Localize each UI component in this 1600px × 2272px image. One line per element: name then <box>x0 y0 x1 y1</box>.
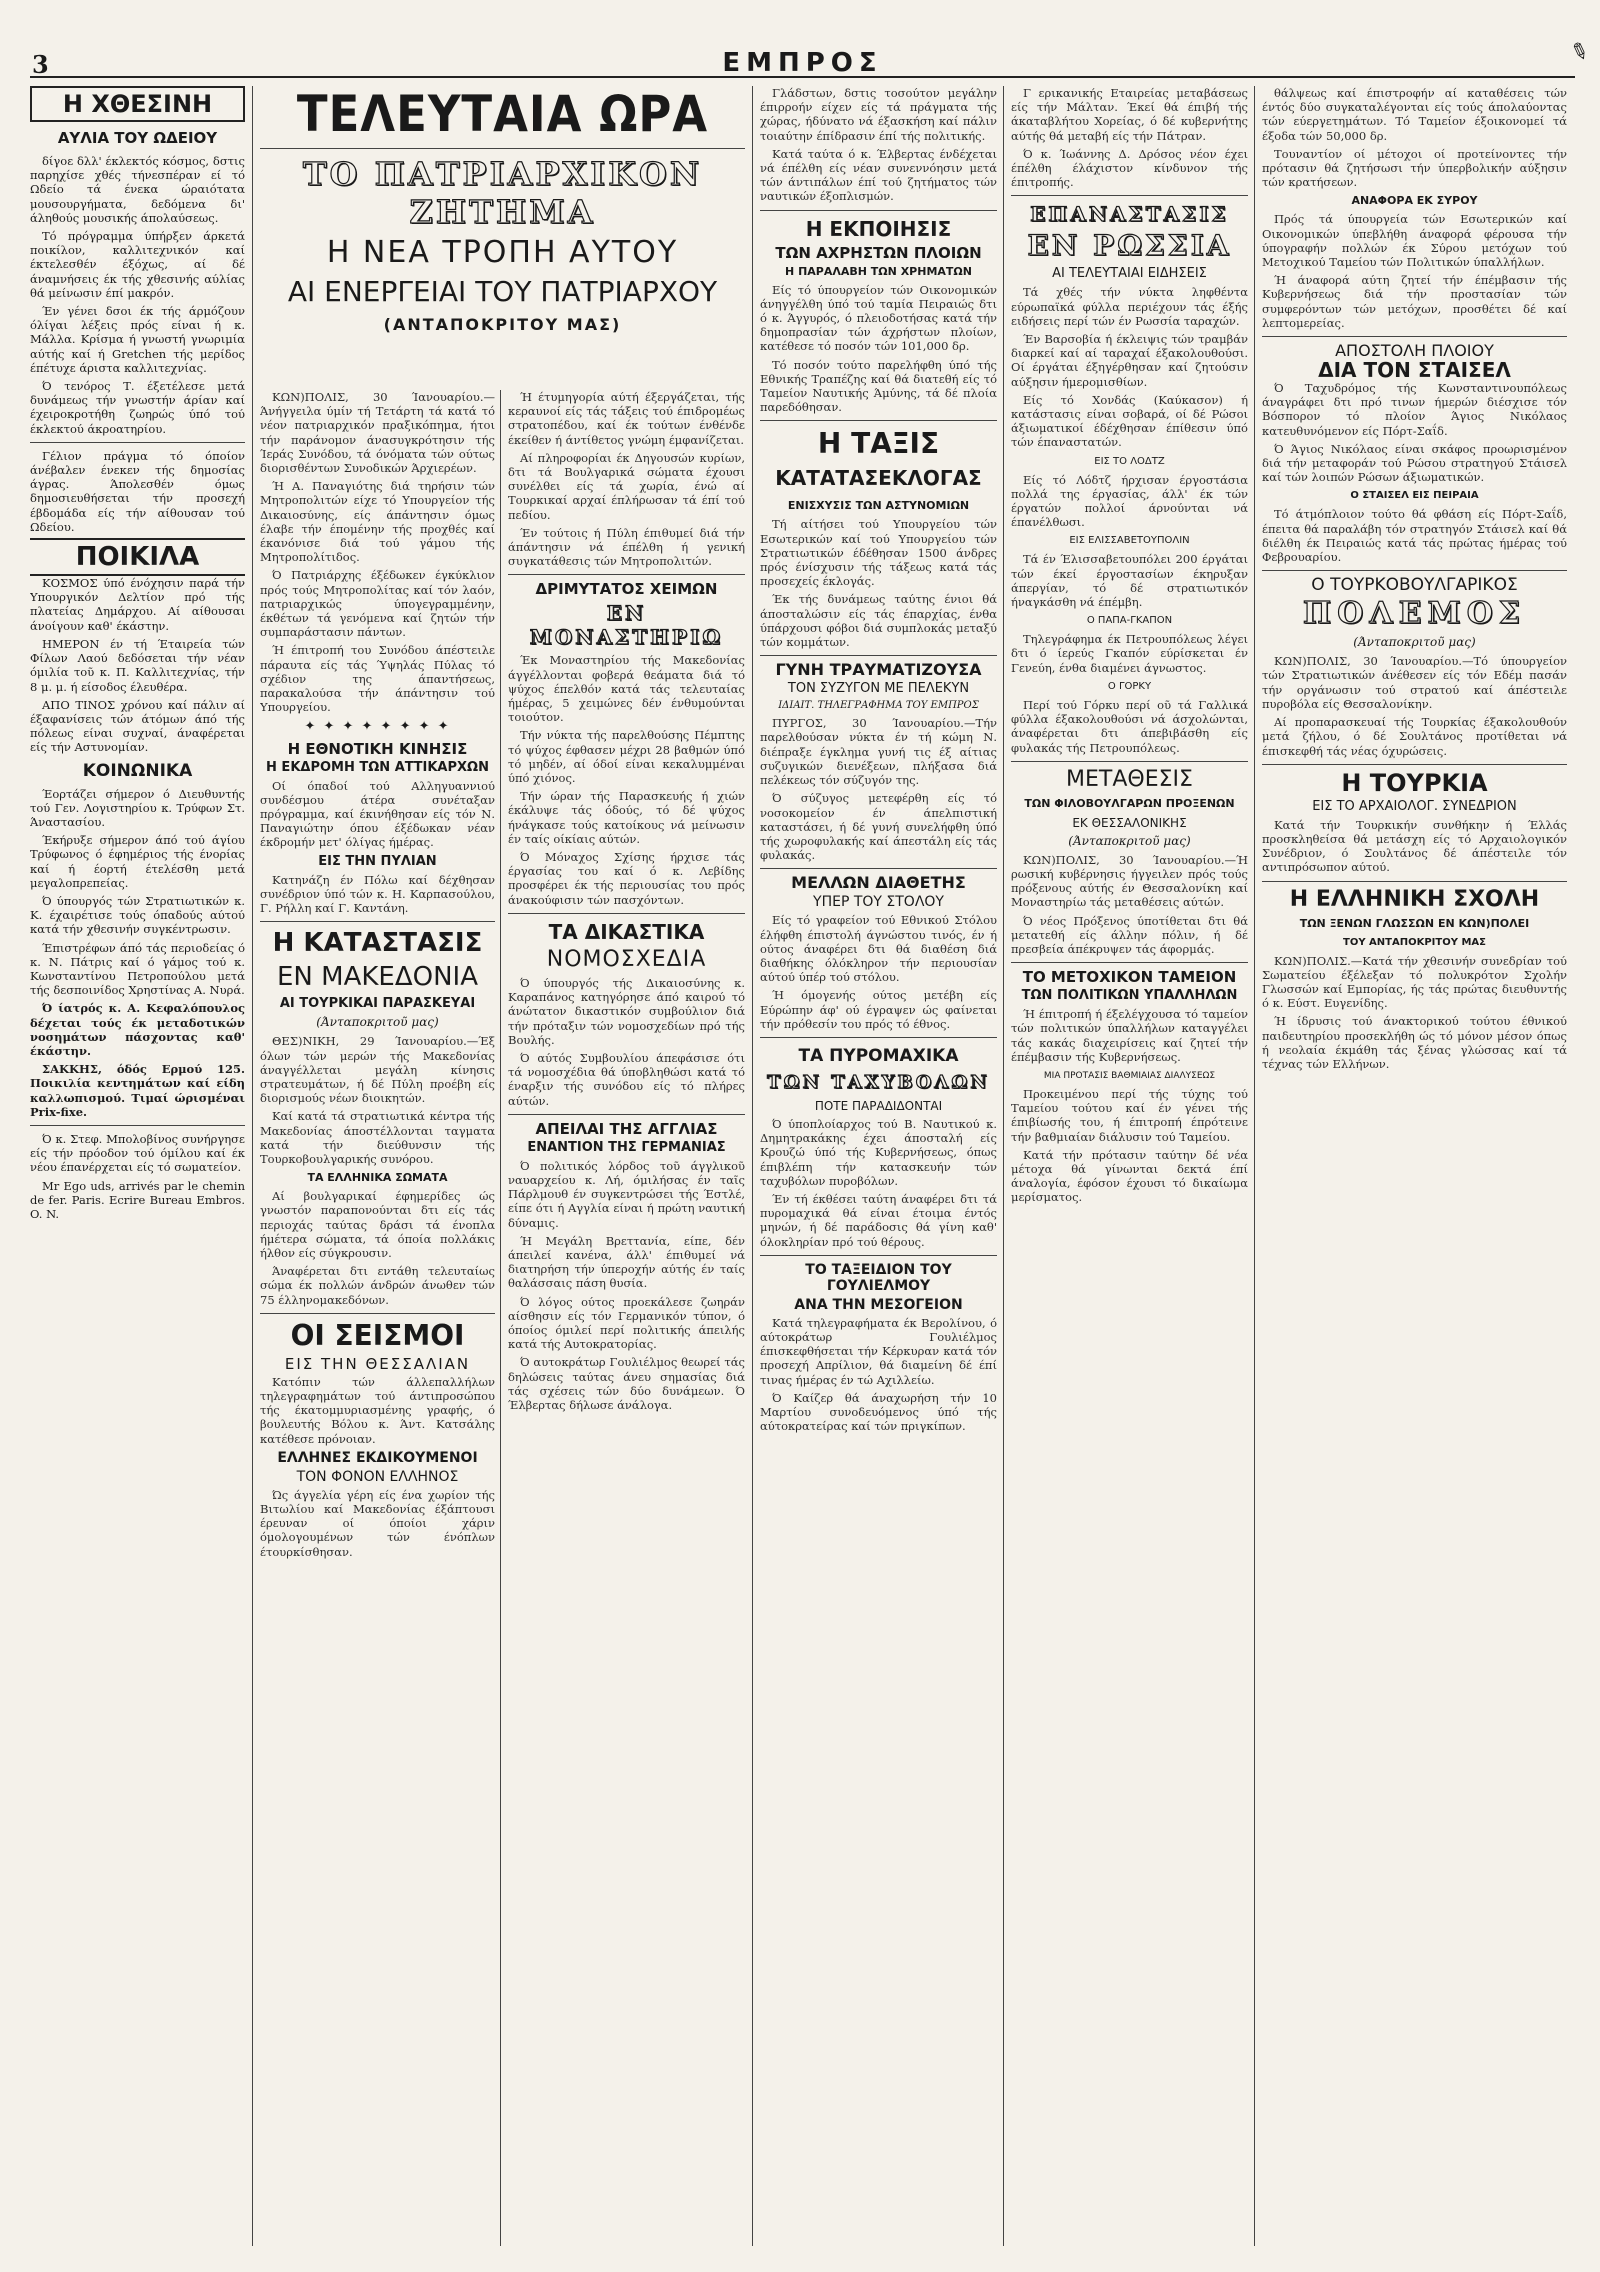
headline-gorky: Ο ΓΟΡΚΥ <box>1107 680 1152 692</box>
paragraph: δίγοε δλλ' έκλεκτός κόσμος, δστις παρηχίσε χθές τήνεσπέραν εί τό Ωδείο τά ένεκα ώραιότατα μουσουργήματα, δεδόμενα δι' άληθούς μουσικής άπολαύσεως. <box>30 154 245 225</box>
paragraph: θάλψεως καί έπιστροφήν αί καταθέσεις τών έντός δύο συγκαταλέγονται είς τούς άπολαύοντας τών εύεργετημάτων. Τό Ταμείον έξοικονομεί τά έξοδα τών 50,000 δρ. <box>1262 86 1567 143</box>
divider <box>1262 336 1567 337</box>
page-corner-mark: ✎ <box>1565 37 1592 68</box>
paragraph: Ό αύτός Συμβουλίου άπεφάσισε ότι τά νομοσχέδια θά ύποβληθώσι κατά τό έναρξιν τής συνόδου είς τό πλήρες αύτών. <box>508 1050 745 1108</box>
paragraph: Ώς άγγελία γέρη είς ένα χωρίον τής Βιτωλίου καί Μακεδονίας έξάπτουσι έρευναν οί όποίοι χάριν όμολογουμένων τών ένόπλων έτουρκίσθησαν. <box>260 1487 495 1559</box>
paragraph: Τηλεγράφημα έκ Πετρουπόλεως λέγει δτι ό ίερεύς Γκαπόν εύρίσκεται έν Γενεύη, ένθα διαμένει άγνωστος. <box>1011 632 1248 675</box>
paragraph: Ό ίατρός κ. Α. Κεφαλόπουλος δέχεται τούς έκ μεταδοτικών νοσημάτων πάσχοντας καθ' έκάστην. <box>30 1001 245 1058</box>
headline-ekloges: ΚΑΤΑΤΑΣΕΚΛΟΓΑΣ <box>775 466 982 491</box>
byline: (Άνταποκριτοῦ μας) <box>1353 635 1476 650</box>
paragraph: Τήν ώραν τής Παρασκευής ή χιών έκάλυψε τάς όδούς, τό δέ ψύχος ήνάγκασε τούς κατοίκους νά μείνωσιν έν ταίς οίκίαις αύτών. <box>508 789 745 846</box>
paragraph: Γ ερικανικής Εταιρείας μεταβάσεως είς τήν Μάλταν. Έκεί θά έπιβή τής άκαταβλήτου Χορείας, ό δέ κυβερνήτης αύτής θά μεταβή είς τήν Πάτραν. <box>1011 86 1248 143</box>
paragraph: Ή Α. Παναγιότης διά τηρήσιν τών Μητροπολιτών είχε τό Υπουργείον τής Δικαιοσύνης, είς άπάντησιν όμως έλαβε τήν έπομένην τής προχθές καί έκανόνισε διά τού γάμου τής Μητροπολίτιδος. <box>260 479 495 565</box>
paragraph: Τό ποσόν τούτο παρελήφθη ύπό τής Εθνικής Τραπέζης καί θά διατεθή είς τό Ταμείον Ναυτικής Άμύνης, τά δέ πλοία παρεδόθησαν. <box>760 357 997 415</box>
headline-patriarchikon: ΤΟ ΠΑΤΡΙΑΡΧΙΚΟΝ ΖΗΤΗΜΑ <box>302 155 703 231</box>
paragraph: Ή έπιτροπή του Συνόδου άπέστειλε πάραυτα είς τάς Ύψηλάς Πύλας τό σχέδιον της άπαντήσεως, παρακαλούσα τήν άπάντησιν τού Υπουργείου. <box>260 643 495 715</box>
headline-lodz: ΕΙΣ ΤΟ ΛΟΔΤΖ <box>1094 455 1165 467</box>
paragraph: Ό Μόναχος Σχίσης ήρχισε τάς έργασίας του καί ό κ. Λεβίδης προσφέρει έκ τής περιουσίας του πρός άνακούφισιν τών πασχόντων. <box>508 850 745 907</box>
headline-peiraia: Ο ΣΤΑΙΣΕΛ ΕΙΣ ΠΕΙΡΑΙΑ <box>1350 490 1479 502</box>
headline-apostoli: ΑΠΟΣΤΟΛΗ ΠΛΟΙΟΥ <box>1335 341 1494 361</box>
headline-apeilai: ΑΠΕΙΛΑΙ ΤΗΣ ΑΓΓΛΙΑΣ <box>535 1119 718 1138</box>
paragraph: Είς τό ύπουργείον τών Οικονομικών άνηγγέλθη ύπό τού ταμία Πειραιώς δτι ό κ. Άγγυρός, ό πλειοδοτήσας κατά τήν δημοπρασίαν τών άχρήστων πλοίων, κατέθεσε τό ποσόν τών 101,000 δρ. <box>760 282 997 354</box>
headline-pylian: ΕΙΣ ΤΗΝ ΠΥΛΙΑΝ <box>318 853 437 869</box>
divider <box>760 1037 997 1038</box>
headline-glosson: ΤΩΝ ΞΕΝΩΝ ΓΛΩΣΣΩΝ ΕΝ ΚΩΝ)ΠΟΛΕΙ <box>1299 916 1530 930</box>
headline-ellines-ekdikoumenoi: ΕΛΛΗΝΕΣ ΕΚΔΙΚΟΥΜΕΝΟΙ <box>277 1449 478 1466</box>
headline-ellinika-somata: ΤΑ ΕΛΛΗΝΙΚΑ ΣΩΜΑΤΑ <box>307 1171 448 1185</box>
page-number: 3 <box>32 50 49 79</box>
headline-elliniki-scholi: Η ΕΛΛΗΝΙΚΗ ΣΧΟΛΗ <box>1289 886 1540 912</box>
paragraph: ΠΥΡΓΟΣ, 30 Ίανουαρίου.—Τήν παρελθούσαν νύκτα έν τή κώμη Ν. διέπραξε έγκλημα γυνή τις έξ αίτιας συζυγικών διενέξεων, πλήξασα διά πελέκεως τόν σύζυγόν της. <box>760 716 997 788</box>
paragraph: ΚΩΝ)ΠΟΛΙΣ, 30 Ίανουαρίου.—Τό ύπουργείον τών Στρατιωτικών άνέθεσεν είς τόν Εδέμ πασάν τήν οργάνωσιν τού στρατού καί άπέστειλε πυροβόλα είς Θεσσαλονίκην. <box>1262 654 1567 711</box>
headline-dikastika: ΤΑ ΔΙΚΑΣΤΙΚΑ <box>548 919 705 944</box>
paragraph: Ή έτυμηγορία αύτή έξεργάζεται, τής κεραυνοί είς τάς τάξεις τού έπιδρομέως στρατοπέδου, καί έκ τούτων ένθένδε έκείθεν ή άντίθετος γνώμη έμφανίζεται. <box>508 390 745 447</box>
paragraph: Κατά τηλεγραφήματα έκ Βερολίνου, ό αύτοκράτωρ Γουλιέλμος έπισκεφθήσεται τήν Κέρκυραν κατά τόν προσεχή Απρίλιον, θά διαμείνη δέ έπί τινας ήμέρας έν τώ Αχιλλείω. <box>760 1315 997 1387</box>
divider <box>1011 195 1248 196</box>
paragraph: Ή ίδρυσις τού άνακτορικού τούτου έθνικού παιδευτηρίου προσεκλήθη ώς τό μόνον μέσον όπως ή νεολαία έκμάθη τάς ξένας γλώσσας καί τά τέχνας τών Ελλήνων. <box>1262 1014 1567 1071</box>
headline-stolou: ΥΠΕΡ ΤΟΥ ΣΤΟΛΟΥ <box>813 894 944 911</box>
paragraph: Mr Ego uds, arrivés par le chemin de fer. Paris. Ecrire Bureau Embros. O. N. <box>30 1178 245 1221</box>
headline-chthesini: Η ΧΘΕΣΙΝΗ <box>30 86 245 122</box>
paragraph: Οί όπαδοί τού Αλληγυαννιού συνδέσμου άτέρα συνέταξαν πρόγραμμα, καί έκινήθησαν είς τόν Ν. Παναγιώτην όπου έξέδωκαν νέαν έκδρομήν μετ' όλίγας ήμέρας. <box>260 778 495 850</box>
divider <box>508 1114 745 1115</box>
headline-teleutaia-ora: ΤΕΛΕΥΤΑΙΑ ΩΡΑ <box>296 86 709 143</box>
paragraph: Ό τενόρος Τ. έξετέλεσε μετά δυνάμεως τήν γνωστήν άρίαν καί έχειροκροτήθη ζωηρώς ύπό τού έκλεκτού άκροατηρίου. <box>30 379 245 436</box>
column-rule <box>500 390 501 2246</box>
paragraph: Ή όμογενής ούτος μετέβη είς Εύρώπην άφ' ού έγραψεν ώς φαίνεται τήν πρόθεσίν του πρός τό έθνος. <box>760 988 997 1031</box>
headline-elissavetoupolin: ΕΙΣ ΕΛΙΣΣΑΒΕΤΟΥΠΟΛΙΝ <box>1069 535 1190 547</box>
headline-metochikon: ΤΟ ΜΕΤΟΧΙΚΟΝ ΤΑΜΕΙΟΝ <box>1022 968 1237 987</box>
newspaper-title: ΕΜΠΡΟΣ <box>722 48 883 78</box>
paragraph: Έν τούτοις ή Πύλη έπιθυμεί διά τήν άπάντησιν νά έπέλθη ή γενική συγκατάθεσις τών Μητροπολιτών. <box>508 525 745 569</box>
column-rule <box>752 86 753 2246</box>
headline-ekdromi: Η ΕΚΔΡΟΜΗ ΤΩΝ ΑΤΤΙΚΑΡΧΩΝ <box>266 759 489 775</box>
paragraph: Ό ύποπλοίαρχος τού Β. Ναυτικού κ. Δημητρακάκης έχει άποσταλή είς Κρουζώ ύπό τής Κυβερνήσεως, όπως έπιβλέπη τήν κατασκευήν τών ταχυβόλων πυροβόλων. <box>760 1116 997 1188</box>
divider <box>30 442 245 443</box>
headline-proxenon: ΤΩΝ ΦΙΛΟΒΟΥΛΓΑΡΩΝ ΠΡΟΞΕΝΩΝ <box>1024 796 1235 810</box>
headline-rossia: ΕΝ ΡΩΣΣΙΑ <box>1027 229 1232 263</box>
headline-drimytatos: ΔΡΙΜΥΤΑΤΟΣ ΧΕΙΜΩΝ <box>535 580 718 599</box>
divider <box>760 210 997 211</box>
paragraph: Τή αίτήσει τού Υπουργείου τών Εσωτερικών καί τού Υπουργείου τών Στρατιωτικών έδέθησαν 1500 άνδρες πρός ένίσχυσιν τής τάξεως κατά τάς προσεχείς έκλογάς. <box>760 517 997 589</box>
headline-thessalian: ΕΙΣ ΤΗΝ ΘΕΣΣΑΛΙΑΝ <box>284 1354 471 1373</box>
byline: ΙΔΙΑΙΤ. ΤΗΛΕΓΡΑΦΗΜΑ ΤΟΥ ΕΜΠΡΟΣ <box>778 700 979 712</box>
headline-ekpoiisis: Η ΕΚΠΟΙΗΣΙΣ <box>805 216 952 241</box>
headline-aulia: ΑΥΛΙΑ ΤΟΥ ΩΔΕΙΟΥ <box>57 129 218 147</box>
paragraph: Είς τό γραφείον τού Εθνικού Στόλου έλήφθη έπιστολή άγνώστου τινός, έν ή ούτος άναφέρει δτι θά διαθέση διά διαθήκης όλόκληρον τήν περιουσίαν αύτού ύπέρ τού στόλου. <box>760 913 997 985</box>
headline-anafora: ΑΝΑΦΟΡΑ ΕΚ ΣΥΡΟΥ <box>1351 194 1478 208</box>
column-5 <box>1011 86 1248 2246</box>
headline-tourkovoulgarikos: Ο ΤΟΥΡΚΟΒΟΥΛΓΑΡΙΚΟΣ <box>1311 575 1518 596</box>
headline-seismoi: ΟΙ ΣΕΙΣΜΟΙ <box>290 1318 465 1352</box>
masthead <box>30 48 1575 78</box>
paragraph: ΚΩΝ)ΠΟΛΙΣ, 30 Ίανουαρίου.—Ή ρωσική κυβέρνησις ήγγειλεν πρός τούς πρόξενους αύτής έν Θεσσαλονίκη καί Μοναστηρίω τάς μεταθέσεις αύτών. <box>1011 852 1248 910</box>
column-4 <box>760 86 997 2246</box>
divider <box>260 921 495 922</box>
paragraph: Κατά τήν Τουρκικήν συνθήκην ή Έλλάς προσκληθείσα θά μετάσχη είς τό Αρχαιολογικόν Συνέδριον, ό Σουλτάνος δέ άπέστειλε τόν αντιπρόσωπον αύτού. <box>1262 817 1567 875</box>
column-3 <box>508 390 745 2246</box>
paragraph: Ό κ. Ίωάννης Δ. Δρόσος νέον έχει έπέλθη έλάχιστον κίνδυνον τής έπιτροπής. <box>1011 146 1248 190</box>
paragraph: Ή έπιτροπή ή έξελέγχουσα τό ταμείον τών πολιτικών ύπαλλήλων καταγγέλει τάς κακάς διαχειρίσεις καί ζητεί τήν έπέμβασιν τής Κυβερνήσεως. <box>1011 1007 1248 1064</box>
advertisement: ΣΑΚΚΗΣ, όδός Ερμού 125. Ποικιλία κεντημάτων καί είδη καλλωπισμού. Τιμαί ώρισμέναι Prix-fixe. <box>30 1062 245 1119</box>
ornament-divider: ✦ ✦ ✦ ✦ ✦ ✦ ✦ ✦ <box>304 719 451 735</box>
paragraph: Κατά ταύτα ό κ. Έλβερτας ένδέχεται νά έπέλθη είς νέαν συνεννόησιν μετά τών άντιπάλων έπί τού ζητήματος τών ναυτικών έξοπλισμών. <box>760 146 997 204</box>
paragraph: Περί τού Γόρκυ περί οῦ τά Γαλλικά φύλλα έξακολουθούσι νά άσχολώνται, άναφέρεται δτι άπεβιβάσθη είς φυλακάς τής Πετρουπόλεως. <box>1011 697 1248 755</box>
paragraph: Ό λόγος ούτος προεκάλεσε ζωηράν αίσθησιν είς τόν Γερμανικόν τύπον, ό όποίος όμιλεί περί πολιτικής άπειλής κατά τής Αυτοκρατορίας. <box>508 1294 745 1352</box>
paragraph: Άναφέρεται δτι εντάθη τελευταίως σώμα έκ πολλών άνδρών άνωθεν τών 75 έλληνομακεδόνων. <box>260 1264 495 1307</box>
paragraph: Ό Άγιος Νικόλαος είναι σκάφος προωρισμένον διά τήν μεταφοράν τού Ρώσου στρατηγού Στάισελ καί τών λοιπών Ρώσων άξιωματικών. <box>1262 441 1567 485</box>
paragraph: Ό αυτοκράτωρ Γουλιέλμος θεωρεί τάς δηλώσεις ταύτας άνευ σημασίας διά τάς σχέσεις τών δύο δυνάμεων. Ό Έλβερτας δήλωσε άνάλογα. <box>508 1355 745 1412</box>
headline-nomoschedia: ΝΟΜΟΣΧΕΔΙΑ <box>546 946 707 972</box>
paragraph: Αί προπαρασκευαί τής Τουρκίας έξακολουθούν μετά ζήλου, ό δέ Σουλτάνος προτίθεται νά έπισκεφθή τάς νέας όχυρώσεις. <box>1262 715 1567 758</box>
divider <box>1011 962 1248 963</box>
headline-staisel: ΔΙΑ ΤΟΝ ΣΤΑΙΣΕΛ <box>1318 358 1511 383</box>
headline-fonon: ΤΟΝ ΦΟΝΟΝ ΕΛΛΗΝΟΣ <box>296 1468 459 1485</box>
divider <box>1262 570 1567 571</box>
headline-ethnotiki: Η ΕΘΝΟΤΙΚΗ ΚΙΝΗΣΙΣ <box>287 739 468 758</box>
headline-tourkikai: ΑΙ ΤΟΥΡΚΙΚΑΙ ΠΑΡΑΣΚΕΥΑΙ <box>279 996 476 1012</box>
paragraph: Έορτάζει σήμερον ό Διευθυντής τού Γεν. Λογιστηρίου κ. Τρύφων Στ. Άναστασίου. <box>30 786 245 829</box>
paragraph: Τά χθές τήν νύκτα ληφθέντα εύρωπαϊκά φύλλα περιέχουν τάς έξής ειδήσεις περί τών έν Ρωσσία ταραχών. <box>1011 285 1248 328</box>
headline-taxis: Η ΤΑΞΙΣ <box>817 427 940 461</box>
paragraph: Έν Βαρσοβία ή έκλειψις τών τραμβάν διαρκεί καί αί ταραχαί έξακολουθούσι. Οί έργάται έξηγέρθησαν καί ζητούσιν αύξησιν ήμερομισθίων. <box>1011 332 1248 389</box>
headline-nea-tropi: Η ΝΕΑ ΤΡΟΠΗ ΑΥΤΟΥ <box>326 235 679 270</box>
paragraph: Έπιστρέφων άπό τάς περιοδείας ό κ. Ν. Πάτρις καί ό γάμος τού κ. Κωνσταντίνου Πετροπούλου μετά τής δεσποινίδος Χρηστίνας Α. Νυρά. <box>30 940 245 998</box>
divider <box>760 655 997 656</box>
divider <box>260 1313 495 1314</box>
paragraph: Τό άτμόπλοιον τούτο θά φθάση είς Πόρτ-Σαΐδ, έπειτα θά παραλάβη τόν στρατηγόν Στάισελ καί θά διέλθη έκ Πειραιώς κατά τάς πρώτας ήμέρας τού Φεβρουαρίου. <box>1262 507 1567 565</box>
paragraph: Αί βουλγαρικαί έφημερίδες ώς γνωστόν παραπονούνται δτι είς τάς περιοχάς ταύτας δράσι τά ένοπλα ήμέτερα σώματα, τά όποία πολλάκις ήλθον είς σύγκρουσιν. <box>260 1189 495 1260</box>
headline-germanias: ΕΝΑΝΤΙΟΝ ΤΗΣ ΓΕΡΜΑΝΙΑΣ <box>527 1139 726 1155</box>
headline-tourkia: Η ΤΟΥΡΚΙΑ <box>1341 768 1488 797</box>
paragraph: Τό πρόγραμμα ύπήρξεν άρκετά ποικίλον, καλλιτεχνικόν καί έκτελεσθέν έξόχως, αί δέ άναμνήσεις έκ τής χθεσινής αύλίας θά μείνωσιν έπί μακρόν. <box>30 229 245 300</box>
paragraph: Έκήρυξε σήμερον άπό τού άγίου Τρύφωνος ό έφημέριος τής ένορίας καί ή έορτή έτελέσθη μετά μεγαλοπρεπείας. <box>30 833 245 890</box>
byline: ΤΟΥ ΑΝΤΑΠΟΚΡΙΤΟΥ ΜΑΣ <box>1343 936 1486 948</box>
headline-tachyvolon: ΤΩΝ ΤΑΧΥΒΟΛΩΝ <box>767 1071 990 1093</box>
headline-pelekyn: ΤΟΝ ΣΥΖΥΓΟΝ ΜΕ ΠΕΛΕΚΥΝ <box>787 681 970 697</box>
section-poikila: ΠΟΙΚΙΛΑ <box>30 538 245 576</box>
paragraph: ΚΟΣΜΟΣ ύπό ένόχησιν παρά τήν Υπουργικόν Δελτίον πρό τής πλατείας Δημάρχου. Αί αίθουσαι άνοίγουν καθ' έκάστην. <box>30 576 245 633</box>
headline-mellon: ΜΕΛΛΩΝ ΔΙΑΘΕΤΗΣ <box>791 873 966 893</box>
divider <box>1262 764 1567 765</box>
paragraph: Κατόπιν τών άλλεπαλλήλων τηλεγραφημάτων τού άντιπροσώπου τής έκατομμυριασμένης γραφής, ό βουλευτής Βόλου κ. Άντ. Κατσάλης κατέθεσε πρόνοιαν. <box>260 1374 495 1446</box>
divider <box>508 574 745 575</box>
paragraph: ΚΩΝ)ΠΟΛΙΣ, 30 Ίανουαρίου.—Άνήγγειλα ύμίν τή Τετάρτη τά κατά τό νέον πατριαρχικόν πραξικόπημα, ήτοι τήν παράνομον άνασυγκρότησιν τής Ίεράς Συνόδου, τά όνόματα τών ούτως διορισθέντων Συνοδικών Άρχιερέων. <box>260 390 495 476</box>
paragraph: Ό Ταχυδρόμος τής Κωνσταντινουπόλεως άναγράφει δτι πρό τινων ήμερών διέσχισε τόν Βόσπορον τό πλοίον Άγιος Νικόλαος κατευθυνόμενον είς Πόρτ-Σαΐδ. <box>1262 381 1567 438</box>
paragraph: Έκ τής δυνάμεως ταύτης ένιοι θά άποσταλώσιν είς τάς έπαρχίας, ένθα ύπάρχουσι φόβοι διά συμπλοκάς μεταξύ τών κομμάτων. <box>760 592 997 650</box>
paragraph: Πρός τά ύπουργεία τών Εσωτερικών καί Οικονομικών ύπεβλήθη άναφορά φέρουσα τήν ύπογραφήν πολλών έκ Σύρου μετόχων τού Μετοχικού Ταμείου τών Πολιτικών ύπαλλήλων. <box>1262 212 1567 270</box>
divider <box>30 1125 245 1126</box>
paragraph: Καί κατά τά στρατιωτικά κέντρα τής Μακεδονίας άποστέλλονται ταγματα κατά τήν διεύθυνσιν τής Τουρκοβουλγαρικής συνόρου. <box>260 1109 495 1166</box>
headline-eidiseis: ΑΙ ΤΕΛΕΥΤΑΙΑΙ ΕΙΔΗΣΕΙΣ <box>1052 266 1207 282</box>
paragraph: Τουναντίον οί μέτοχοι οί προτείνοντες τήν πρότασιν θά ζητήσωσι τήν ύπερβολικήν αύξησιν τών κρατήσεων. <box>1262 146 1567 190</box>
paragraph: Προκειμένου περί τής τύχης τού Ταμείου τούτου καί έν γένει τής έπιβίωσής του, ή έπιτροπή έπρότεινε τήν βαθμιαίαν διάλυσιν τού Ταμείου. <box>1011 1086 1248 1144</box>
paragraph: Έν τή έκθέσει ταύτη άναφέρει δτι τά πυρομαχικά θά είναι έτοιμα έντός μηνών, ή δέ παράδοσις θά γίνη καθ' όλοκληρίαν πρό τού θέρους. <box>760 1191 997 1249</box>
paragraph: Ό νέος Πρόξενος ύποτίθεται δτι θά μετατεθή είς άλλην πόλιν, ή δέ πρεσβεία άπέκρυψεν τάς άφορμάς. <box>1011 913 1248 956</box>
divider <box>1011 761 1248 762</box>
paragraph: Ή άναφορά αύτη ζητεί τήν έπέμβασιν τής Κυβερνήσεως διά τήν προστασίαν τών συμφερόντων τών μετόχων, προσθέτει δέ καί λεπτομερείας. <box>1262 273 1567 330</box>
column-2 <box>260 390 495 2246</box>
paragraph: Γέλιον πράγμα τό όποίον άνέβαλεν ένεκεν τής δημοσίας άγρας. Άπολεσθέν όμως δημοσιευθήσεται τήν προσεχή έβδομάδα είς τήν αίθουσαν τού Ωδείου. <box>30 448 245 534</box>
headline-protasis: ΜΙΑ ΠΡΟΤΑΣΙΣ ΒΑΘΜΙΑΙΑΣ ΔΙΑΛΥΣΕΩΣ <box>1043 1070 1216 1081</box>
paragraph: Είς τό Χονδάς (Καύκασον) ή κατάστασις είναι σοβαρά, οί δέ Ρώσοι άξιωματικοί έδέχθησαν έπίθεσιν ύπό τών έπαναστατών. <box>1011 392 1248 450</box>
headline-paralavi: Η ΠΑΡΑΛΑΒΗ ΤΩΝ ΧΡΗΜΑΤΩΝ <box>785 264 972 278</box>
paragraph: Έκ Μοναστηρίου τής Μακεδονίας άγγέλλονται φοβερά θεάματα διά τό ψύχος έπελθόν κατά τάς τελευταίας ήμέρας, 5 χειμώνες δέν ένθυμούνται τοιούτον. <box>508 653 745 725</box>
paragraph: ΚΩΝ)ΠΟΛΙΣ.—Κατά τήν χθεσινήν συνεδρίαν τού Σωματείου έξέλεξαν τό πολυκρότον Σχολήν Γλωσσών καί Εμπορίας, ής τάς πρώτας διευθυντής ό κ. Εύστ. Ευγενίδης. <box>1262 953 1567 1011</box>
column-rule <box>1254 86 1255 2246</box>
paragraph: Ό κ. Στεφ. Μπολοβίνος συνήργησε είς τήν πρόοδον τού όμίλου καί έκ νέου έπανέρχεται είς τό σωματείον. <box>30 1131 245 1175</box>
divider <box>760 420 997 421</box>
divider <box>760 868 997 869</box>
headline-polemos: ΠΟΛΕΜΟΣ <box>1302 596 1527 632</box>
divider <box>508 913 745 914</box>
section-koinonika: ΚΟΙΝΩΝΙΚΑ <box>82 760 193 781</box>
headline-ploion: ΤΩΝ ΑΧΡΗΣΤΩΝ ΠΛΟΙΩΝ <box>775 243 982 262</box>
column-rule <box>1003 86 1004 2246</box>
headline-epanastasis: ΕΠΑΝΑΣΤΑΣΙΣ <box>1030 202 1229 227</box>
paragraph: Αί πληροφορίαι έκ Δηγουσών κυρίων, δτι τά Βουλγαρικά σώματα έχουσι συνέλθει είς τά χωρία, ένώ αί Τουρκικαί αρχαί έπλήρωσαν τά έπί τού πεδίου. <box>508 450 745 522</box>
headline-pyromachika: ΤΑ ΠΥΡΟΜΑΧΙΚΑ <box>798 1045 959 1066</box>
paragraph: Είς τό Λόδτζ ήρχισαν έργοστάσια πολλά της έργασίας, άλλ' έκ τών έργατών πολλοί άρνούνται νά έπανέλθωσι. <box>1011 472 1248 530</box>
column-6 <box>1262 86 1567 2246</box>
headline-makedonia: ΕΝ ΜΑΚΕΔΟΝΙΑ <box>277 962 478 993</box>
byline: (Άνταποκριτοῦ μας) <box>316 1015 439 1030</box>
paragraph: Έν γένει δσοι έκ τής άρμόζουν όλίγαι λέξεις πρός είναι ή κ. Μάλλα. Κρίσμα ή γνωστή γνωριμία αύτής καί ή Gretchen τής μερίδος έπέτυχε άριστα καλλιτεχνίας. <box>30 304 245 375</box>
headline-synedrion: ΕΙΣ ΤΟ ΑΡΧΑΙΟΛΟΓ. ΣΥΝΕΔΡΙΟΝ <box>1312 798 1517 814</box>
lead-headline-block <box>260 86 745 386</box>
byline: (Άνταποκριτοῦ μας) <box>1068 833 1191 848</box>
headline-gyni: ΓΥΝΗ ΤΡΑΥΜΑΤΙΖΟΥΣΑ <box>775 660 982 680</box>
headline-monastirio: ΕΝ ΜΟΝΑΣΤΗΡΙΩ <box>529 601 724 650</box>
paragraph: Ή Μεγάλη Βρεττανία, είπε, δέν άπειλεί κανένα, άλλ' έπιθυμεί νά διατηρήση τήν ύπεροχήν αύτής έν ταίς θαλάσσαις πάση θυσία. <box>508 1233 745 1291</box>
headline-taxeidion: ΤΟ ΤΑΞΕΙΔΙΟΝ ΤΟΥ ΓΟΥΛΙΕΛΜΟΥ <box>805 1261 952 1294</box>
headline-antapokritou: (ΑΝΤΑΠΟΚΡΙΤΟΥ ΜΑΣ) <box>383 315 622 334</box>
divider <box>260 148 745 149</box>
headline-pote: ΠΟΤΕ ΠΑΡΑΔΙΔΟΝΤΑΙ <box>814 1098 943 1113</box>
column-rule <box>252 86 253 2246</box>
paragraph: Τά έν Έλισσαβετουπόλει 200 έργάται τών έκεί έργοστασίων έκηρυξαν άπεργίαν, τό δέ στρατιωτικόν ήναγκάσθη νά έπέμβη. <box>1011 552 1248 610</box>
paragraph: Ό σύζυγος μετεφέρθη είς τό νοσοκομείον έν άπελπιστική καταστάσει, ή δέ γυνή συνελήφθη ύπό τής χωροφυλακής καί άπεστάλη είς τάς φυλακάς. <box>760 791 997 863</box>
headline-katastasis: Η ΚΑΤΑΣΤΑΣΙΣ <box>272 928 483 959</box>
headline-ypallilon: ΤΩΝ ΠΟΛΙΤΙΚΩΝ ΥΠΑΛΛΗΛΩΝ <box>1021 988 1238 1004</box>
paragraph: Γλάδστων, δστις τοσούτον μεγάλην έπιρροήν είχεν είς τά πράγματα τής χώρας, ήδύνατο νά έξασκήση καί πάλιν τοιαύτην έπίδρασιν έπί τής πολιτικής. <box>760 86 997 143</box>
paragraph: ΘΕΣ)ΝΙΚΗ, 29 Ίανουαρίου.—Έξ όλων τών μερών τής Μακεδονίας άναγγέλλεται μεγάλη κίνησις στρατευμάτων, ή δέ Πύλη προέβη είς διορισμούς νέων διοικητών. <box>260 1034 495 1106</box>
divider <box>1262 881 1567 882</box>
headline-metathesis: ΜΕΤΑΘΕΣΙΣ <box>1066 766 1193 792</box>
paragraph: Ό πολιτικός λόρδος τοῦ άγγλικοῦ ναυαρχείου κ. Λή, όμιλήσας έν ταῖς Πάρλμουθ έν συγκεντρώσει τής Έστλέ, είπε ότι ή Αγγλία είναι ή πρώτη ναυτική δύναμις. <box>508 1158 745 1230</box>
paragraph: Τήν νύκτα τής παρελθούσης Πέμπτης τό ψύχος έφθασεν μέχρι 28 βαθμών ύπό τό μηδέν, αί όδοί είναι κεκαλυμμέναι ύπό χιόνος. <box>508 728 745 786</box>
paragraph: Ό Καίζερ θά άναχωρήση τήν 10 Μαρτίου συνοδευόμενος ύπό τής αύτοκρατείρας καί τών πριγκίπων. <box>760 1390 997 1434</box>
divider <box>760 1255 997 1256</box>
paragraph: ΗΜΕΡΟΝ έν τή Έταιρεία τών Φίλων Λαού δεδόσεται τήν νέαν όμιλία τοῦ κ. Π. Καλλιτεχνίας, τήν 8 μ. μ. ή είσοδος έλευθέρα. <box>30 636 245 694</box>
paragraph: Ό ύπουργός τής Δικαιοσύνης κ. Καραπάνος κατηγόρησε άπό καιρού τό άνώτατον δικαστικόν συμβούλιον διά τήν πρόταξιν τών νομοσχεδίων πρό τής Βουλής. <box>508 975 745 1047</box>
headline-astynomion: ΕΝΙΣΧΥΣΙΣ ΤΩΝ ΑΣΤΥΝΟΜΙΩΝ <box>787 499 970 513</box>
headline-energeiai: ΑΙ ΕΝΕΡΓΕΙΑΙ ΤΟΥ ΠΑΤΡΙΑΡΧΟΥ <box>287 275 718 308</box>
paragraph: Ό Πατριάρχης έξέδωκεν έγκύκλιον πρός τούς Μητροπολίτας καί τόν λαόν, πατριαρχικώς ύπογεγραμμένην, έκθέτων τά γενόμενα καί ζητών τήν συμπαράστασιν πάντων. <box>260 568 495 640</box>
paragraph: ΑΠΟ ΤΙΝΟΣ χρόνου καί πάλιν αί έξαφανίσεις τών άτόμων άπό τής πόλεως είναι συχναί, άναφέρεται είς τήν Αστυνομίαν. <box>30 697 245 755</box>
column-1 <box>30 86 245 2246</box>
paragraph: Κατηνάζη έν Πόλω καί δέχθησαν συνέδριον ύπό τών κ. Η. Καρπασούλου, Γ. Ρήλλη καί Γ. Καντάνη. <box>260 872 495 916</box>
paragraph: Ό ύπουργός τών Στρατιωτικών κ. Κ. έχαιρέτισε τούς όπαδούς αύτού κατά τήν χθεσινήν συγκέντρωσιν. <box>30 893 245 937</box>
headline-thessalonikis: ΕΚ ΘΕΣΣΑΛΟΝΙΚΗΣ <box>1072 815 1187 830</box>
headline-gapon: Ο ΠΑΠΑ-ΓΚΑΠΟΝ <box>1086 615 1173 627</box>
paragraph: Κατά τήν πρότασιν ταύτην δέ νέα μέτοχα θά γίνωνται δεκτά έπί άναλογία, έφόσον έχουσι τό δικαίωμα μερίσματος. <box>1011 1147 1248 1205</box>
headline-mesogeion: ΑΝΑ ΤΗΝ ΜΕΣΟΓΕΙΟΝ <box>794 1296 963 1313</box>
